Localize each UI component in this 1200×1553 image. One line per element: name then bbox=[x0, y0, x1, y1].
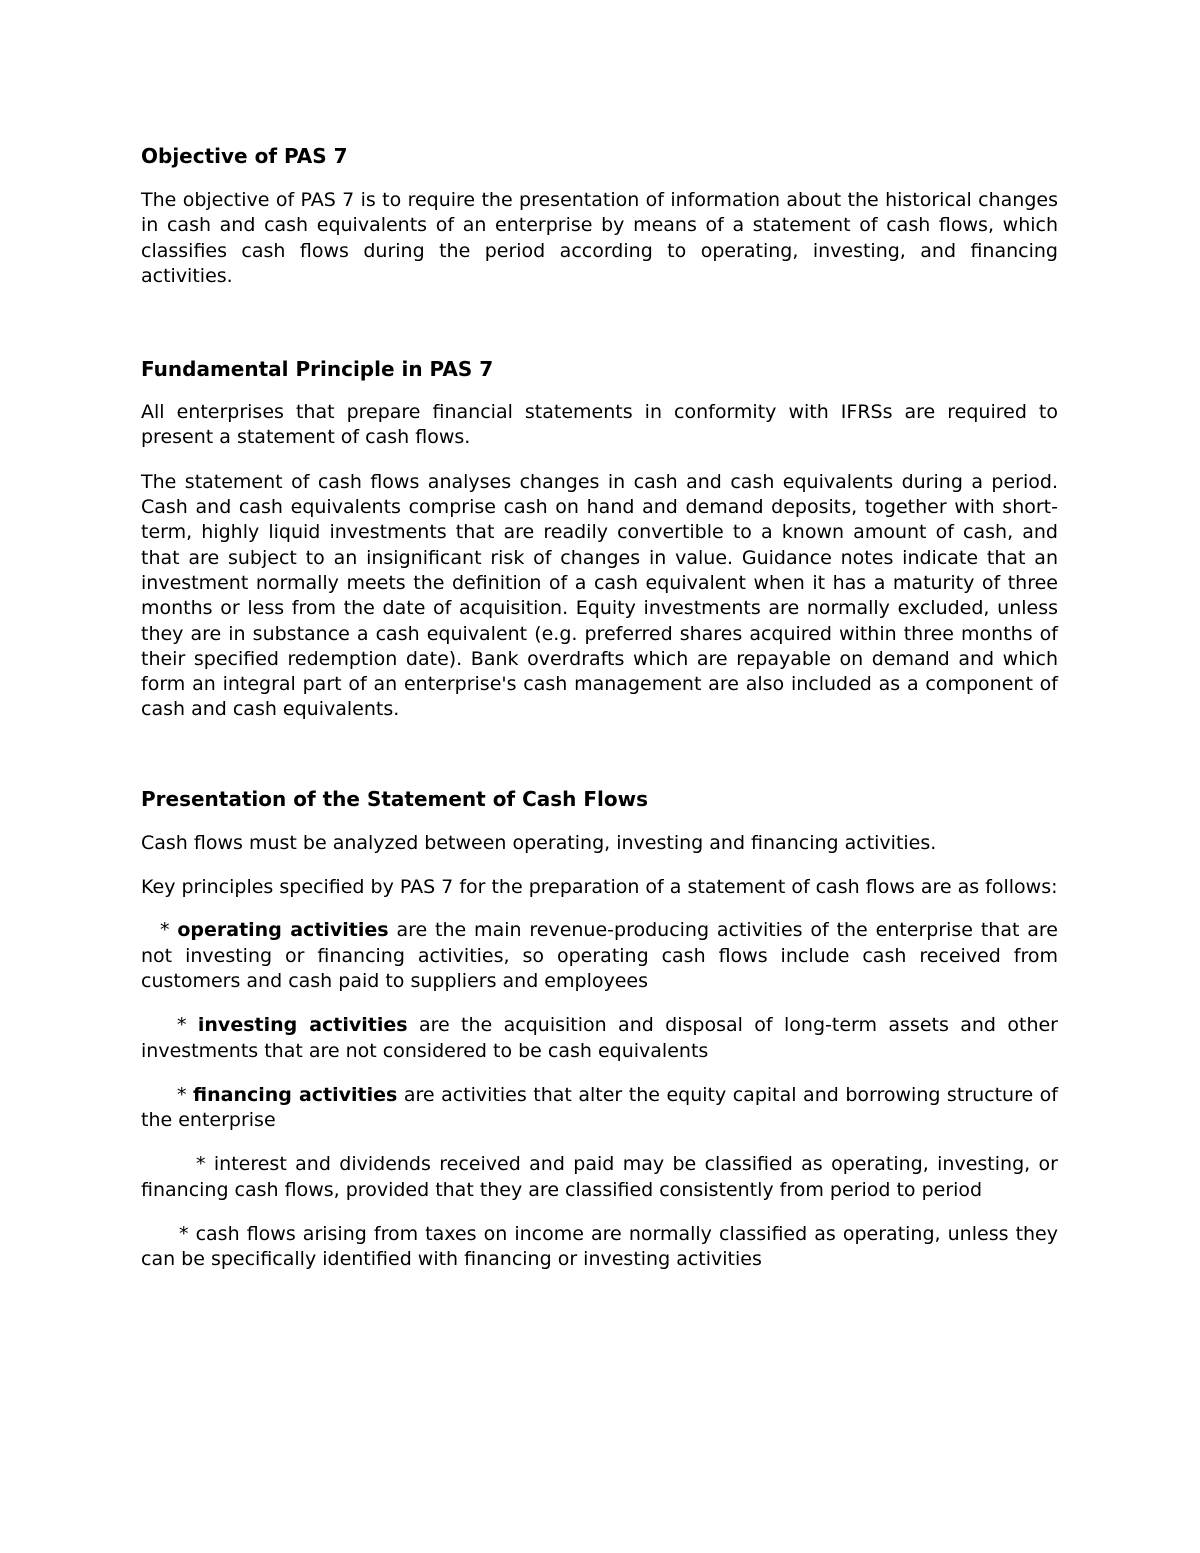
bullet-term: operating activities bbox=[177, 919, 389, 942]
presentation-paragraph-2: Key principles specified by PAS 7 for the preparation of a statement of cash flows are as follows: bbox=[141, 876, 1058, 899]
section-heading-presentation: Presentation of the Statement of Cash Flows bbox=[141, 786, 649, 811]
presentation-paragraph-1: Cash flows must be analyzed between operating, investing and financing activities. bbox=[141, 831, 937, 854]
bullet-text: are the acquisition and disposal of long-term assets and other investments that are not considered to be cash equivalents bbox=[141, 1014, 1058, 1062]
bullet-text: interest and dividends received and paid may be classified as operating, investing, or financing cash flows, provided that they are classified consistently from period to period bbox=[141, 1153, 1058, 1201]
bullet-text: are the main revenue-producing activities of the enterprise that are not investing or financing activities, so operating cash flows include cash received from customers and cash paid to suppliers and employees bbox=[141, 919, 1058, 992]
bullet-operating-activities bbox=[141, 918, 1058, 994]
section-heading-objective: Objective of PAS 7 bbox=[141, 144, 348, 168]
bullet-marker: * bbox=[160, 919, 170, 942]
document-page bbox=[141, 143, 1058, 1273]
fundamental-paragraph-2: The statement of cash flows analyses changes in cash and cash equivalents during a period. Cash and cash equivalents comprise cash on hand and demand deposits, together with short-term, highly liquid investments that are readily convertible to a known amount of cash, and that are subject to an insignificant risk of changes in value. Guidance notes indicate that an investment normally meets the definition of a cash equivalent when it has a maturity of three months or less from the date of acquisition. Equity investments are normally excluded, unless they are in substance a cash equivalent (e.g. preferred shares acquired within three months of their specified redemption date). Bank overdrafts which are repayable on demand and which form an integral part of an enterprise's cash management are also included as a component of cash and cash equivalents. bbox=[141, 470, 1058, 721]
bullet-investing-activities bbox=[141, 1013, 1058, 1064]
fundamental-paragraph-1: All enterprises that prepare financial statements in conformity with IFRSs are required to present a statement of cash flows. bbox=[141, 401, 1058, 449]
bullet-marker: * bbox=[179, 1223, 189, 1246]
section-heading-fundamental-principle: Fundamental Principle in PAS 7 bbox=[141, 357, 494, 382]
bullet-term: investing activities bbox=[197, 1014, 408, 1037]
bullet-marker: * bbox=[177, 1014, 187, 1037]
bullet-taxes-on-income bbox=[141, 1222, 1058, 1273]
bullet-financing-activities bbox=[141, 1083, 1058, 1134]
bullet-text: are activities that alter the equity capital and borrowing structure of the enterprise bbox=[141, 1083, 1058, 1132]
bullet-interest-dividends bbox=[141, 1152, 1058, 1203]
bullet-marker: * bbox=[196, 1153, 206, 1176]
bullet-marker: * bbox=[177, 1083, 187, 1106]
bullet-term: financing activities bbox=[193, 1083, 398, 1106]
bullet-text: cash flows arising from taxes on income are normally classified as operating, unless they can be specifically identified with financing or investing activities bbox=[141, 1223, 1058, 1271]
objective-paragraph: The objective of PAS 7 is to require the presentation of information about the historical changes in cash and cash equivalents of an enterprise by means of a statement of cash flows, which classifies cash flows during the period according to operating, investing, and financing activities. bbox=[141, 189, 1058, 287]
